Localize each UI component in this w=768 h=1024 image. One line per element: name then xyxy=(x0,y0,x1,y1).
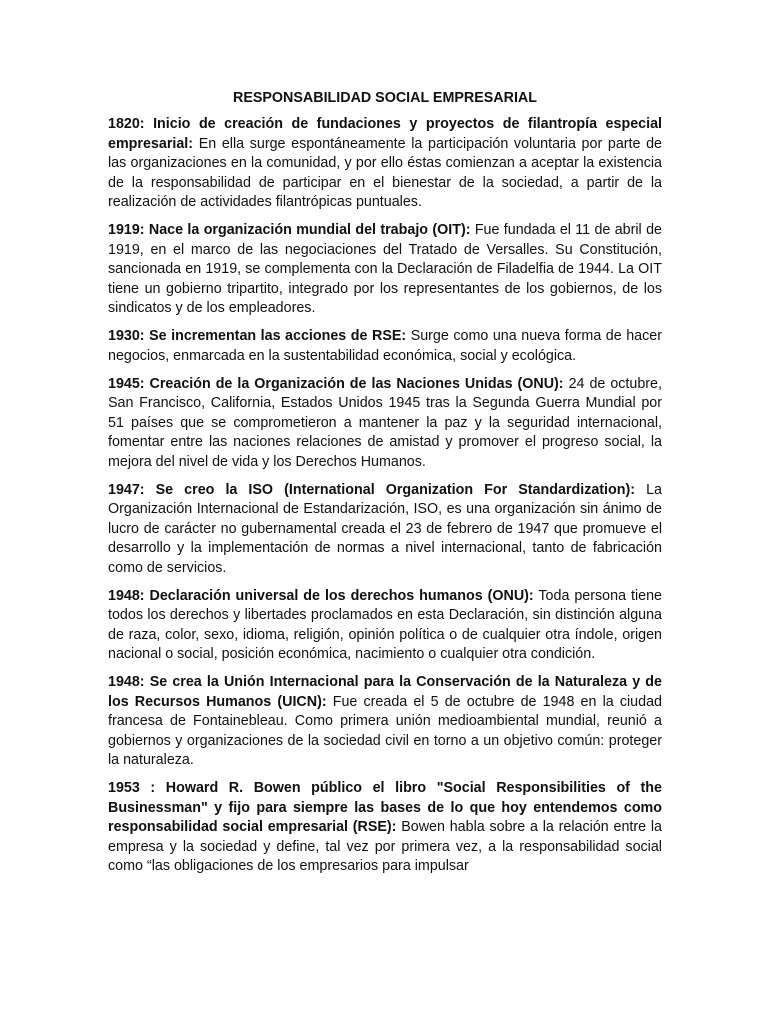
entry-heading: 1953 : Howard R. Bowen público el libro "Social Responsibilities of the Businessman" y fijo para siempre las bases de lo que hoy entendemos como responsabilidad social empresarial (RSE): xyxy=(108,780,662,835)
document-page xyxy=(108,88,662,885)
entry-heading: 1930: Se incrementan las acciones de RSE: xyxy=(108,328,407,344)
entry-body: Fue creada el 5 de octubre de 1948 en la ciudad francesa de Fontainebleau. Como primera unión medioambiental mundial, reunió a gobiernos y organizaciones de la sociedad civil en torno a un objetivo común: proteger la naturaleza. xyxy=(108,693,662,768)
entry-heading: 1948: Se crea la Unión Internacional para la Conservación de la Naturaleza y de los Recursos Humanos (UICN): xyxy=(108,674,662,710)
entry-body: 24 de octubre, San Francisco, California, Estados Unidos 1945 tras la Segunda Guerra Mundial por 51 países que se comprometieron a mantener la paz y la seguridad internacional, fomentar entre las naciones relaciones de amistad y promover el progreso social, la mejora del nivel de vida y los Derechos Humanos. xyxy=(108,375,662,470)
entry-body: Surge como una nueva forma de hacer negocios, enmarcada en la sustentabilidad económica, social y ecológica. xyxy=(108,328,662,364)
entry-body: Fue fundada el 11 de abril de 1919, en el marco de las negociaciones del Tratado de Versalles. Su Constitución, sancionada en 1919, se complementa con la Declaración de Filadelfia de 1944. La OIT tiene un gobierno tripartito, integrado por los representantes de los gobiernos, de los sindicatos y de los empleadores. xyxy=(108,222,662,316)
timeline-entry-1953 xyxy=(108,779,662,877)
entry-body: La Organización Internacional de Estandarización, ISO, es una organización sin ánimo de lucro de carácter no gubernamental creada el 23 de febrero de 1947 que promueve el desarrollo y la implementación de normas a nivel internacional, tanto de fabricación como de servicios. xyxy=(108,481,662,576)
entry-heading: 1947: Se creo la ISO (International Organization For Standardization): xyxy=(108,481,636,498)
timeline-entry-1948-declaracion xyxy=(108,587,662,665)
timeline-entry-1930 xyxy=(108,327,662,366)
timeline-entry-1820 xyxy=(108,115,662,213)
entry-body: En ella surge espontáneamente la participación voluntaria por parte de las organizaciones en la comunidad, y por ello éstas comienzan a aceptar la existencia de la responsabilidad de participar en el bienestar de la sociedad, a partir de la realización de actividades filantrópicas puntuales. xyxy=(108,135,662,210)
entry-body: Toda persona tiene todos los derechos y libertades proclamados en esta Declaración, sin distinción alguna de raza, color, sexo, idioma, religión, opinión política o de cualquier otra índole, origen nacional o social, posición económica, nacimiento o cualquier otra condición. xyxy=(108,587,662,662)
timeline-entry-1947 xyxy=(108,481,662,579)
entry-heading: 1919: Nace la organización mundial del trabajo (OIT): xyxy=(108,222,471,238)
entry-body: Bowen habla sobre a la relación entre la empresa y la sociedad y define, tal vez por primera vez, a la responsabilidad social como “las obligaciones de los empresarios para impulsar xyxy=(108,819,662,874)
timeline-entry-1919 xyxy=(108,221,662,319)
entry-heading: 1945: Creación de la Organización de las Naciones Unidas (ONU): xyxy=(108,375,564,392)
entry-heading: 1948: Declaración universal de los derechos humanos (ONU): xyxy=(108,587,534,604)
timeline-entry-1948-uicn xyxy=(108,673,662,771)
entry-heading: 1820: Inicio de creación de fundaciones y proyectos de filantropía especial empresarial: xyxy=(108,116,662,152)
document-title: RESPONSABILIDAD SOCIAL EMPRESARIAL xyxy=(233,90,537,106)
timeline-entry-1945 xyxy=(108,375,662,473)
